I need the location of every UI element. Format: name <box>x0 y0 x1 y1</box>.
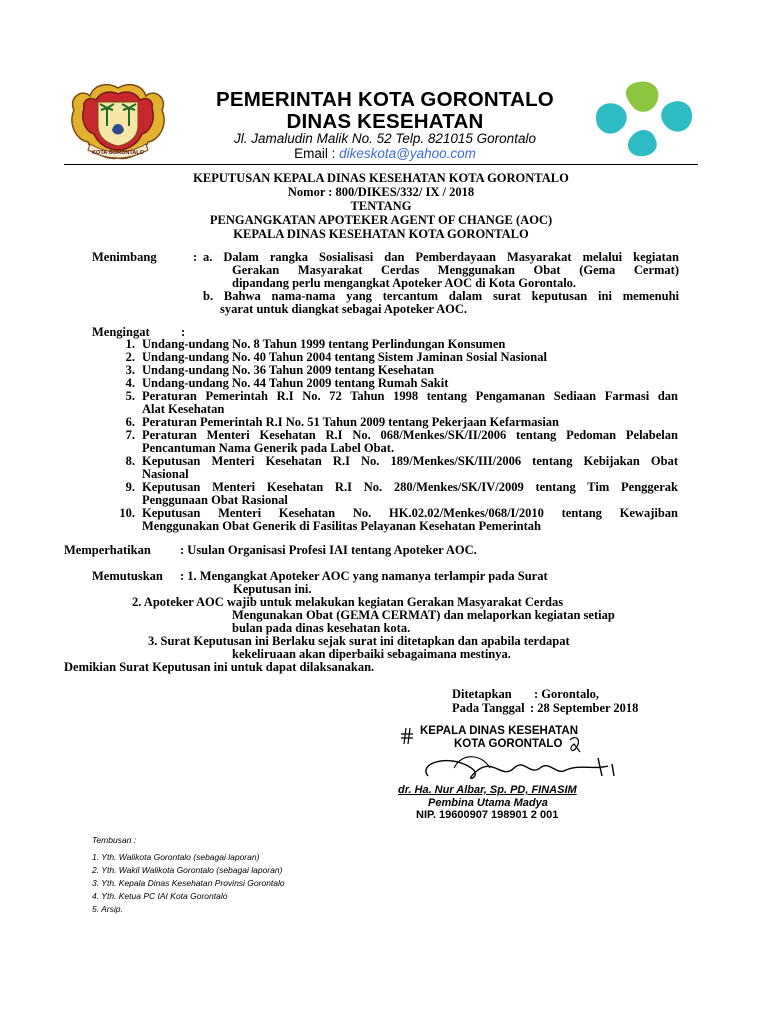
date-value: : 28 September 2018 <box>530 701 639 715</box>
place-label: Ditetapkan <box>452 687 512 701</box>
mengingat-item-text: Menggunakan Obat Generik di Fasilitas Pelayanan Kesehatan Pemerintah <box>142 519 541 533</box>
memperhatikan-label: Memperhatikan <box>64 543 151 557</box>
mengingat-item-number: 7. <box>125 428 135 442</box>
mengingat-item-text: Peraturan Menteri Kesehatan R.I No. 068/Menkes/SK/II/2006 tentang Pedoman Pelabelan <box>142 428 678 442</box>
header-divider <box>64 164 698 165</box>
mengingat-item-number: 3. <box>125 363 135 377</box>
department-name: DINAS KESEHATAN <box>286 110 484 133</box>
mengingat-item-text: Peraturan Pemerintah R.I No. 72 Tahun 1998 tentang Pengamanan Sediaan Farmasi dan <box>142 389 678 403</box>
mengingat-item-number: 5. <box>125 389 135 403</box>
mengingat-item-text: Keputusan Menteri Kesehatan R.I No. 280/Menkes/SK/IV/2009 tentang Tim Penggerak <box>142 480 678 494</box>
decree-about-label: TENTANG <box>350 199 412 213</box>
memutuskan-p1-line2: Keputusan ini. <box>233 582 312 596</box>
date-label: Pada Tanggal <box>452 701 525 715</box>
closing-statement: Demikian Surat Keputusan ini untuk dapat dilaksanakan. <box>64 660 375 674</box>
email-label: Email : <box>294 146 340 161</box>
mengingat-item-text: Keputusan Menteri Kesehatan R.I No. 189/Menkes/SK/III/2006 tentang Kebijakan Obat <box>142 454 678 468</box>
memutuskan-p2-line1: 2. Apoteker AOC wajib untuk melakukan kegiatan Gerakan Masyarakat Cerdas <box>132 595 564 609</box>
mengingat-item-number: 8. <box>125 454 135 468</box>
signatory-rank: Pembina Utama Madya <box>428 797 548 809</box>
mengingat-item-number: 2. <box>125 350 135 364</box>
kemenkes-clover-icon <box>592 78 696 158</box>
menimbang-a-line1: a. Dalam rangka Sosialisasi dan Pemberdayaan Masyarakat melalui kegiatan <box>203 250 679 264</box>
mengingat-item-text: Undang-undang No. 36 Tahun 2009 tentang Kesehatan <box>142 363 435 377</box>
place-value: : Gorontalo, <box>534 687 600 701</box>
decree-title: KEPUTUSAN KEPALA DINAS KESEHATAN KOTA GORONTALO <box>193 171 569 185</box>
tembusan-label: Tembusan : <box>92 835 137 845</box>
mengingat-item-text: Penggunaan Obat Rasional <box>142 493 288 507</box>
signature-stamp <box>398 724 628 820</box>
mengingat-item-number: 1. <box>125 337 135 351</box>
menimbang-b-line2: syarat untuk diangkat sebagai Apoteker AOC. <box>220 302 468 316</box>
mengingat-sep: : <box>181 325 186 339</box>
mengingat-item-number: 6. <box>125 415 135 429</box>
email-line <box>170 146 600 161</box>
memutuskan-p3-line2: kekeliruaan akan diperbaiki sebagaimana mestinya. <box>232 647 511 661</box>
decree-issuer: KEPALA DINAS KESEHATAN KOTA GORONTALO <box>233 227 529 241</box>
mengingat-item-text: Pencantuman Nama Generik pada Label Obat. <box>142 441 395 455</box>
mengingat-item-number: 10. <box>119 506 135 520</box>
menimbang-b-line1: b. Bahwa nama-nama yang tercantum dalam surat keputusan ini memenuhi <box>203 289 679 303</box>
tembusan-item: 2. Yth. Wakil Walikota Gorontalo (sebagai laporan) <box>92 865 283 875</box>
menimbang-a-line2: Gerakan Masyarakat Cerdas Menggunakan Obat (Gema Cermat) <box>232 263 679 277</box>
memutuskan-p1-line1: : 1. Mengangkat Apoteker AOC yang namanya terlampir pada Surat <box>180 569 548 583</box>
email-address: dikeskota@yahoo.com <box>339 146 476 161</box>
memutuskan-p2-line2: Mengunakan Obat (GEMA CERMAT) dan melaporkan kegiatan setiap <box>232 608 615 622</box>
decree-number: Nomor : 800/DIKES/332/ IX / 2018 <box>287 185 475 199</box>
tembusan-item: 4. Yth. Ketua PC IAI Kota Gorontalo <box>92 891 228 901</box>
memperhatikan-text: : Usulan Organisasi Profesi IAI tentang Apoteker AOC. <box>180 543 477 557</box>
memutuskan-p2-line3: bulan pada dinas kesehatan kota. <box>232 621 411 635</box>
memutuskan-p3-line1: 3. Surat Keputusan ini Berlaku sejak surat ini ditetapkan dan apabila terdapat <box>148 634 570 648</box>
mengingat-item-text: Undang-undang No. 8 Tahun 1999 tentang Perlindungan Konsumen <box>142 337 506 351</box>
mengingat-item-number: 9. <box>125 480 135 494</box>
government-name: PEMERINTAH KOTA GORONTALO <box>216 88 554 111</box>
mengingat-item-text: Nasional <box>142 467 189 481</box>
decree-subject: PENGANGKATAN APOTEKER AGENT OF CHANGE (AOC) <box>209 213 553 227</box>
address: Jl. Jamaludin Malik No. 52 Telp. 821015 Gorontalo <box>234 131 536 146</box>
signatory-nip: NIP. 19600907 198901 2 001 <box>416 809 559 821</box>
menimbang-sep: : <box>193 250 198 264</box>
tembusan-item: 5. Arsip. <box>92 904 123 914</box>
tembusan-item: 1. Yth. Walikota Gorontalo (sebagai laporan) <box>92 852 260 862</box>
logo-ribbon-text: KOTA GORONTALO <box>92 150 144 156</box>
signatory-title: KEPALA DINAS KESEHATAN <box>420 725 579 737</box>
mengingat-item-number: 4. <box>125 376 135 390</box>
city-coat-of-arms-icon <box>68 80 168 162</box>
mengingat-item-text: Undang-undang No. 44 Tahun 2009 tentang Rumah Sakit <box>142 376 449 390</box>
mengingat-item-text: Peraturan Pemerintah R.I No. 51 Tahun 2009 tentang Pekerjaan Kefarmasian <box>142 415 559 429</box>
signatory-office: KOTA GORONTALO <box>454 738 563 750</box>
memutuskan-label: Memutuskan <box>92 569 163 583</box>
menimbang-label: Menimbang <box>92 250 157 264</box>
menimbang-a-line3: dipandang perlu mengangkat Apoteker AOC di Kota Gorontalo. <box>232 276 577 290</box>
mengingat-item-text: Undang-undang No. 40 Tahun 2004 tentang Sistem Jaminan Sosial Nasional <box>142 350 547 364</box>
mengingat-label: Mengingat <box>92 325 150 339</box>
signatory-name: dr. Ha. Nur Albar, Sp. PD, FINASIM <box>398 784 577 796</box>
tembusan-item: 3. Yth. Kepala Dinas Kesehatan Provinsi Gorontalo <box>92 878 285 888</box>
mengingat-item-text: Keputusan Menteri Kesehatan No. HK.02.02/Menkes/068/I/2010 tentang Kewajiban <box>142 506 678 520</box>
mengingat-item-text: Alat Kesehatan <box>142 402 225 416</box>
